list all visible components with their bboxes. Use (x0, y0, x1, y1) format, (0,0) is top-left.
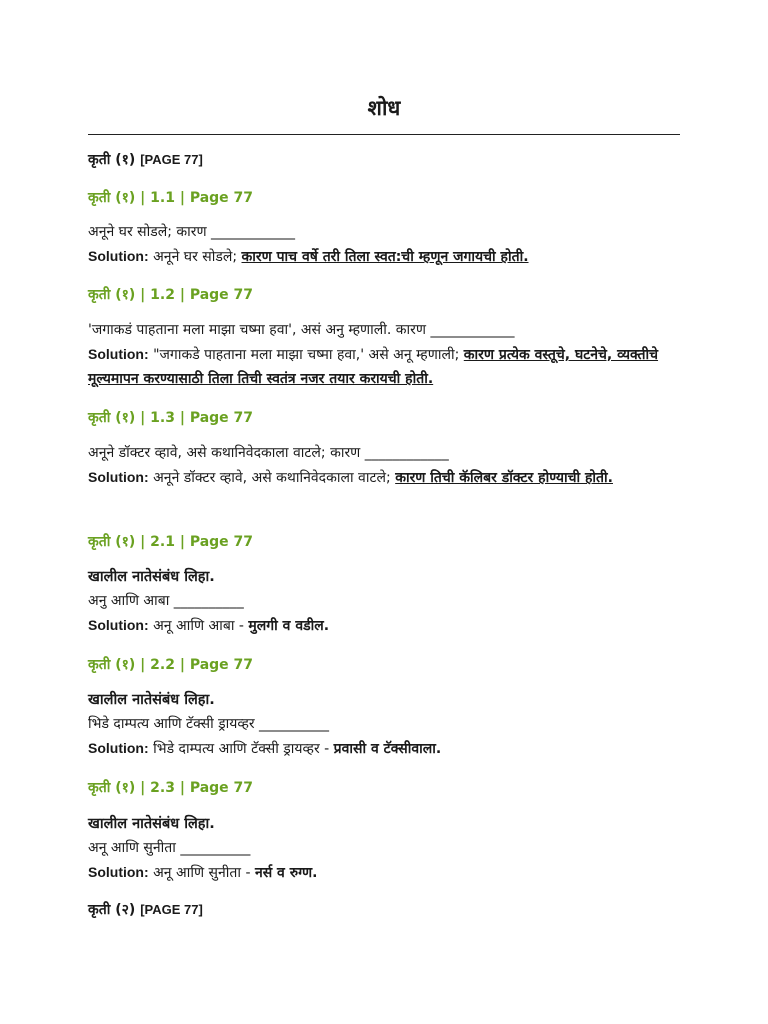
solution-line (88, 860, 680, 885)
solution-text: अनूने डॉक्टर व्हावे, असे कथानिवेदकाला वाटले; (153, 470, 391, 486)
solution-answer: कारण तिची कॅलिबर डॉक्टर होण्याची होती. (395, 470, 613, 486)
question-text: 'जगाकडं पाहताना मला माझा चष्मा हवा', असं अनु म्हणाली. कारण ____________ (88, 322, 515, 338)
section-heading-1: कृती (१) [PAGE 77] (88, 152, 203, 168)
title-divider (88, 134, 680, 135)
item-heading-1-3: कृती (१) | 1.3 | Page 77 (88, 410, 254, 426)
relation-prompt: खालील नातेसंबंध लिहा. (88, 816, 215, 832)
item-heading-1-1: कृती (१) | 1.1 | Page 77 (88, 190, 254, 206)
solution-line (88, 342, 680, 391)
solution-text: भिडे दाम्पत्य आणि टॅक्सी ड्रायव्हर - (153, 741, 330, 757)
item-heading-2-2: कृती (१) | 2.2 | Page 77 (88, 657, 254, 673)
solution-text: अनूने घर सोडले; (153, 249, 238, 265)
item-block-2-2 (88, 688, 680, 761)
item-heading-1-2: कृती (१) | 1.2 | Page 77 (88, 287, 254, 303)
question-text: अनू आणि सुनीता __________ (88, 840, 251, 856)
solution-line (88, 613, 680, 638)
question-text: अनु आणि आबा __________ (88, 593, 244, 609)
solution-answer: मुलगी व वडील. (248, 618, 330, 634)
solution-text: "जगाकडे पाहताना मला माझा चष्मा हवा,' असे अनू म्हणाली; (153, 347, 460, 363)
item-heading-2-3: कृती (१) | 2.3 | Page 77 (88, 780, 254, 796)
section-heading-2: कृती (२) [PAGE 77] (88, 902, 203, 918)
item-block-1-3 (88, 441, 680, 490)
solution-line (88, 465, 680, 490)
page-title: शोध (367, 96, 401, 120)
solution-text: अनू आणि आबा - (153, 618, 244, 634)
solution-answer: नर्स व रुग्ण. (254, 865, 318, 881)
relation-prompt: खालील नातेसंबंध लिहा. (88, 569, 215, 585)
item-block-1-1 (88, 220, 680, 269)
item-block-2-1 (88, 565, 680, 638)
question-text: अनूने डॉक्टर व्हावे, असे कथानिवेदकाला वाटले; कारण ____________ (88, 445, 449, 461)
item-block-1-2 (88, 318, 680, 391)
solution-label: Solution: (88, 346, 149, 362)
item-block-2-3 (88, 812, 680, 885)
solution-text: अनू आणि सुनीता - (153, 865, 251, 881)
question-text: भिडे दाम्पत्य आणि टॅक्सी ड्रायव्हर __________ (88, 716, 330, 732)
solution-label: Solution: (88, 864, 149, 880)
solution-line (88, 244, 680, 269)
solution-label: Solution: (88, 248, 149, 264)
solution-label: Solution: (88, 617, 149, 633)
relation-prompt: खालील नातेसंबंध लिहा. (88, 692, 215, 708)
solution-answer: कारण प्रत्येक वस्तूचे, घटनेचे, व्यक्तीचे मूल्यमापन करण्यासाठी तिला तिची स्वतंत्र नजर तयार करायची होती. (88, 347, 659, 387)
solution-label: Solution: (88, 740, 149, 756)
solution-answer: कारण पाच वर्षे तरी तिला स्वत:ची म्हणून जगायची होती. (241, 249, 529, 265)
solution-answer: प्रवासी व टॅक्सीवाला. (333, 741, 442, 757)
question-text: अनूने घर सोडले; कारण ____________ (88, 224, 296, 240)
solution-line (88, 736, 680, 761)
solution-label: Solution: (88, 469, 149, 485)
item-heading-2-1: कृती (१) | 2.1 | Page 77 (88, 534, 254, 550)
